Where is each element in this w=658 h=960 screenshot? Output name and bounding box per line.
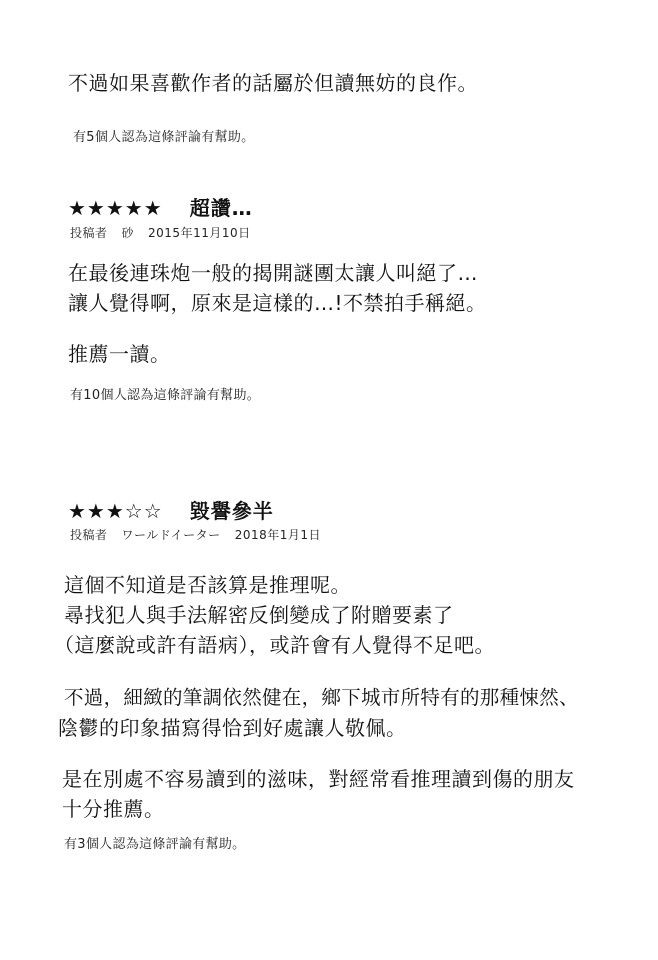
review-header <box>68 192 253 221</box>
helpful-count: 有5個人認為這條評論有幫助。 <box>73 130 255 145</box>
review-body <box>58 683 579 743</box>
review-line: （這麼說或許有語病），或許會有人覺得不足吧。 <box>54 633 495 657</box>
review-date: 2015年11月10日 <box>148 226 251 240</box>
review-line: 在最後連珠炮一般的揭開謎團太讓人叫絕了… <box>68 261 478 285</box>
author-label: 投稿者 <box>70 226 108 240</box>
review-body <box>62 764 575 824</box>
author-name[interactable]: ワールドイーター <box>121 528 221 542</box>
review-date: 2018年1月1日 <box>234 528 321 542</box>
star-rating: ★★★☆☆ <box>68 499 163 523</box>
review-line: 這個不知道是否該算是推理呢。 <box>64 573 351 597</box>
star-rating: ★★★★★ <box>68 196 163 220</box>
author-name[interactable]: 砂 <box>121 226 135 240</box>
helpful-count: 有10個人認為這條評論有幫助。 <box>70 388 261 403</box>
review-body <box>68 339 171 369</box>
review-body <box>68 68 478 98</box>
review-title: 超讚… <box>189 196 253 220</box>
review-line: 不過，細緻的筆調依然健在，鄉下城市所特有的那種悚然、 <box>64 686 579 709</box>
review-line: 讓人覺得啊，原來是這樣的…!不禁拍手稱絕。 <box>68 291 487 315</box>
review-line: 不過如果喜歡作者的話屬於但讀無妨的良作。 <box>68 71 478 95</box>
review-line: 十分推薦。 <box>62 797 165 821</box>
review-header <box>68 495 274 524</box>
review-line: 尋找犯人與手法解密反倒變成了附贈要素了 <box>64 603 454 627</box>
review-body <box>68 258 487 318</box>
review-line: 是在別處不容易讀到的滋味，對經常看推理讀到傷的朋友 <box>62 767 575 791</box>
helpful-count: 有3個人認為這條評論有幫助。 <box>64 837 246 852</box>
review-meta <box>70 526 321 543</box>
review-line: 陰鬱的印象描寫得恰到好處讓人敬佩。 <box>58 716 407 740</box>
review-body <box>54 570 495 660</box>
review-line: 推薦一讀。 <box>68 342 171 366</box>
review-title: 毀譽參半 <box>189 499 274 523</box>
review-meta <box>70 224 251 241</box>
author-label: 投稿者 <box>70 528 108 542</box>
